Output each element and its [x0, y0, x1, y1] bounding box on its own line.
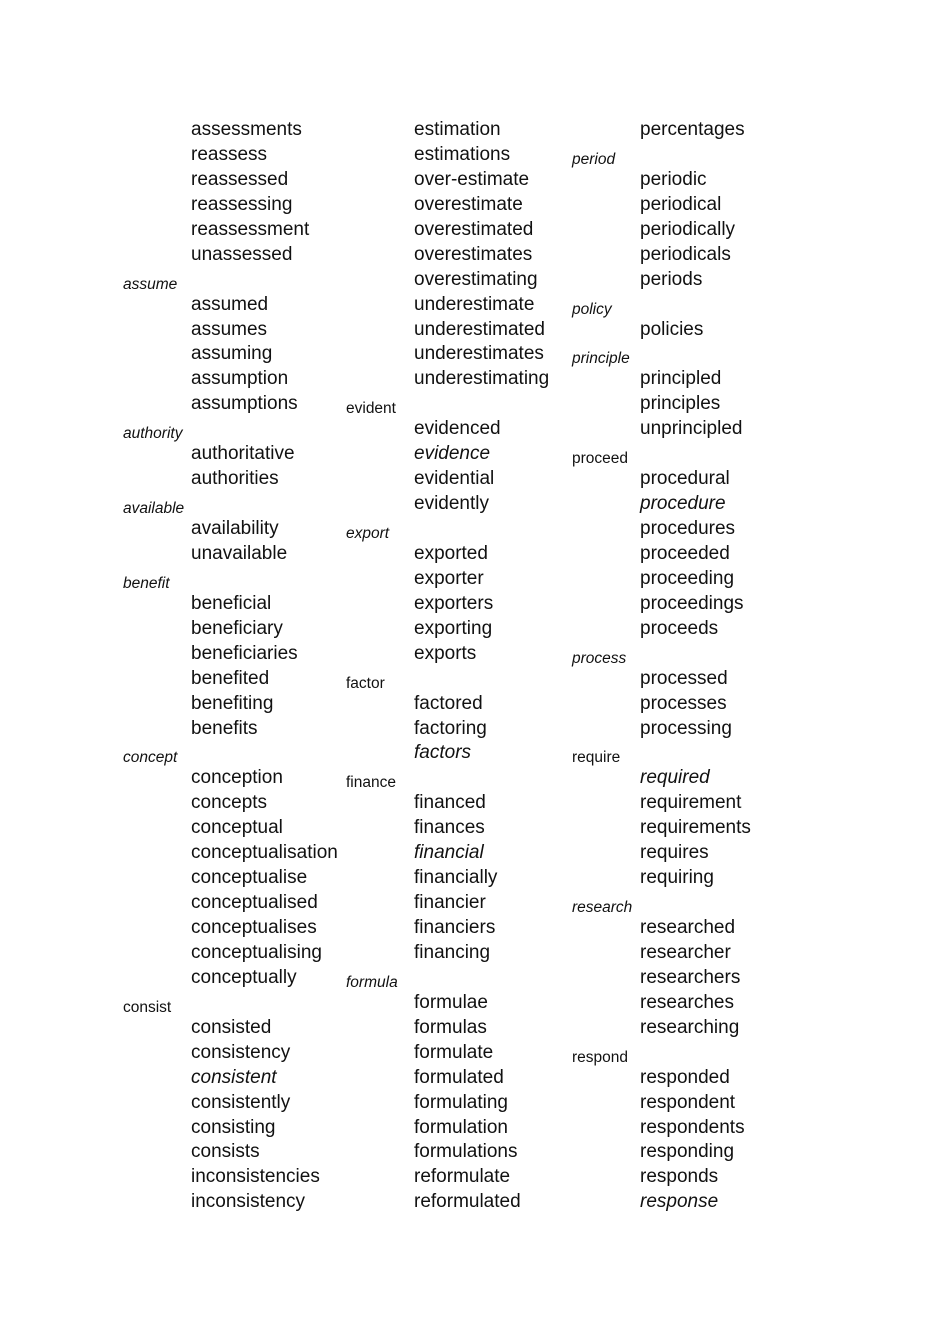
derived-word: periodicals — [640, 243, 731, 265]
derived-word: conceptualises — [191, 917, 317, 938]
derived-word: factored — [414, 692, 483, 714]
derived-word: exported — [414, 542, 488, 564]
derived-word: researches — [640, 991, 734, 1013]
derived-word: beneficial — [191, 592, 272, 614]
derived-word: underestimating — [414, 368, 550, 390]
derived-word: conception — [191, 767, 283, 789]
derived-word: estimation — [414, 119, 501, 140]
derived-word: consisted — [191, 1016, 272, 1038]
derived-word: reformulate — [414, 1166, 511, 1188]
derived-word: concepts — [191, 792, 268, 814]
headword-label: available — [123, 500, 185, 518]
derived-word: authoritative — [191, 443, 295, 465]
derived-word: assumed — [191, 293, 269, 315]
derived-word: reassessed — [191, 168, 289, 190]
derived-word: proceeds — [640, 617, 719, 639]
derived-word: researched — [640, 917, 736, 938]
derived-word: formulae — [414, 991, 488, 1013]
derived-word: assumes — [191, 318, 268, 340]
headword-label: evident — [346, 400, 396, 418]
derived-word: financier — [414, 892, 486, 914]
derived-word: benefited — [191, 667, 270, 689]
derived-word: periodically — [640, 218, 736, 240]
derived-word: principles — [640, 393, 721, 415]
derived-word: procedures — [640, 518, 736, 539]
headword-label: period — [572, 150, 616, 168]
derived-word: processing — [640, 717, 732, 739]
derived-word: policies — [640, 318, 704, 340]
derived-word: financing — [414, 941, 491, 963]
derived-word: financed — [414, 792, 486, 814]
derived-word: financiers — [414, 917, 496, 938]
derived-word: proceedings — [640, 592, 744, 614]
headword-label: assume — [123, 275, 178, 293]
derived-word: underestimates — [414, 343, 544, 365]
derived-word: factors — [414, 742, 472, 764]
derived-word: formulations — [414, 1141, 518, 1163]
derived-word: formulas — [414, 1016, 487, 1038]
derived-word: inconsistencies — [191, 1166, 320, 1188]
derived-word: reassessment — [191, 218, 310, 240]
derived-word: consistently — [191, 1091, 291, 1113]
derived-word: required — [640, 767, 710, 789]
derived-word: factoring — [414, 717, 487, 739]
headword-label: policy — [572, 300, 612, 318]
derived-word: researchers — [640, 966, 741, 988]
derived-word: conceptually — [191, 966, 297, 988]
derived-word: beneficiaries — [191, 642, 298, 664]
derived-word: overestimating — [414, 268, 538, 290]
derived-word: availability — [191, 518, 279, 539]
derived-word: procedural — [640, 468, 730, 490]
derived-word: unassessed — [191, 243, 293, 265]
derived-word: reassessing — [191, 193, 293, 215]
derived-word: exporting — [414, 617, 493, 639]
headword-label: authority — [123, 425, 183, 443]
derived-word: underestimate — [414, 293, 535, 315]
derived-word: respondent — [640, 1091, 736, 1113]
headword-label: process — [572, 649, 627, 667]
derived-word: processed — [640, 667, 728, 689]
derived-word: authorities — [191, 468, 279, 490]
derived-word: overestimates — [414, 243, 533, 265]
headword-label: consist — [123, 998, 172, 1016]
derived-word: unavailable — [191, 542, 288, 564]
derived-word: assessments — [191, 119, 302, 140]
derived-word: procedure — [640, 493, 726, 515]
derived-word: principled — [640, 368, 722, 390]
derived-word: conceptual — [191, 817, 283, 839]
derived-word: assumption — [191, 368, 289, 390]
derived-word: estimations — [414, 143, 511, 165]
derived-word: consistency — [191, 1041, 291, 1063]
derived-word: requirement — [640, 792, 742, 814]
headword-label: research — [572, 899, 633, 917]
derived-word: evidenced — [414, 418, 501, 440]
derived-word: proceeding — [640, 567, 735, 589]
derived-word: evidently — [414, 493, 489, 515]
derived-word: exports — [414, 642, 477, 664]
derived-word: formulating — [414, 1091, 508, 1113]
headword-label: formula — [346, 973, 398, 991]
derived-word: inconsistency — [191, 1191, 306, 1213]
derived-word: periodical — [640, 193, 722, 215]
derived-word: responds — [640, 1166, 719, 1188]
derived-word: responding — [640, 1141, 735, 1163]
derived-word: conceptualised — [191, 892, 318, 914]
derived-word: assuming — [191, 343, 273, 365]
derived-word: reassess — [191, 143, 268, 165]
headword-label: benefit — [123, 574, 170, 592]
derived-word: exporter — [414, 567, 484, 589]
derived-word: benefiting — [191, 692, 274, 714]
derived-word: conceptualising — [191, 941, 322, 963]
headword-label: principle — [572, 350, 630, 368]
derived-word: exporters — [414, 592, 494, 614]
derived-word: responded — [640, 1066, 730, 1088]
derived-word: finances — [414, 817, 485, 839]
derived-word: requiring — [640, 867, 714, 889]
derived-word: periodic — [640, 168, 707, 190]
headword-label: factor — [346, 674, 385, 692]
derived-word: unprincipled — [640, 418, 743, 440]
headword-label: respond — [572, 1048, 629, 1066]
derived-word: overestimate — [414, 193, 523, 215]
derived-word: formulation — [414, 1116, 508, 1138]
derived-word: requirements — [640, 817, 751, 839]
derived-word: researching — [640, 1016, 740, 1038]
derived-word: over-estimate — [414, 168, 530, 190]
derived-word: percentages — [640, 119, 745, 140]
derived-word: proceeded — [640, 542, 730, 564]
derived-word: underestimated — [414, 318, 545, 340]
derived-word: respondents — [640, 1116, 745, 1138]
headword-label: proceed — [572, 450, 629, 468]
derived-word: response — [640, 1191, 719, 1213]
derived-word: consisting — [191, 1116, 276, 1138]
derived-word: evidential — [414, 468, 495, 490]
derived-word: financial — [414, 842, 484, 864]
derived-word: reformulated — [414, 1191, 521, 1213]
headword-label: require — [572, 749, 621, 767]
derived-word: formulated — [414, 1066, 504, 1088]
derived-word: processes — [640, 692, 727, 714]
derived-word: consistent — [191, 1066, 277, 1088]
derived-word: consists — [191, 1141, 260, 1163]
derived-word: beneficiary — [191, 617, 283, 639]
derived-word: requires — [640, 842, 709, 864]
derived-word: formulate — [414, 1041, 494, 1063]
derived-word: periods — [640, 268, 703, 290]
derived-word: conceptualise — [191, 867, 308, 889]
derived-word: assumptions — [191, 393, 298, 415]
headword-label: concept — [123, 749, 178, 767]
derived-word: financially — [414, 867, 498, 889]
derived-word: researcher — [640, 941, 731, 963]
derived-word: benefits — [191, 717, 258, 739]
derived-word: evidence — [414, 443, 491, 465]
headword-label: export — [346, 525, 390, 542]
derived-word: overestimated — [414, 218, 534, 240]
derived-word: conceptualisation — [191, 842, 338, 864]
headword-label: finance — [346, 774, 396, 792]
